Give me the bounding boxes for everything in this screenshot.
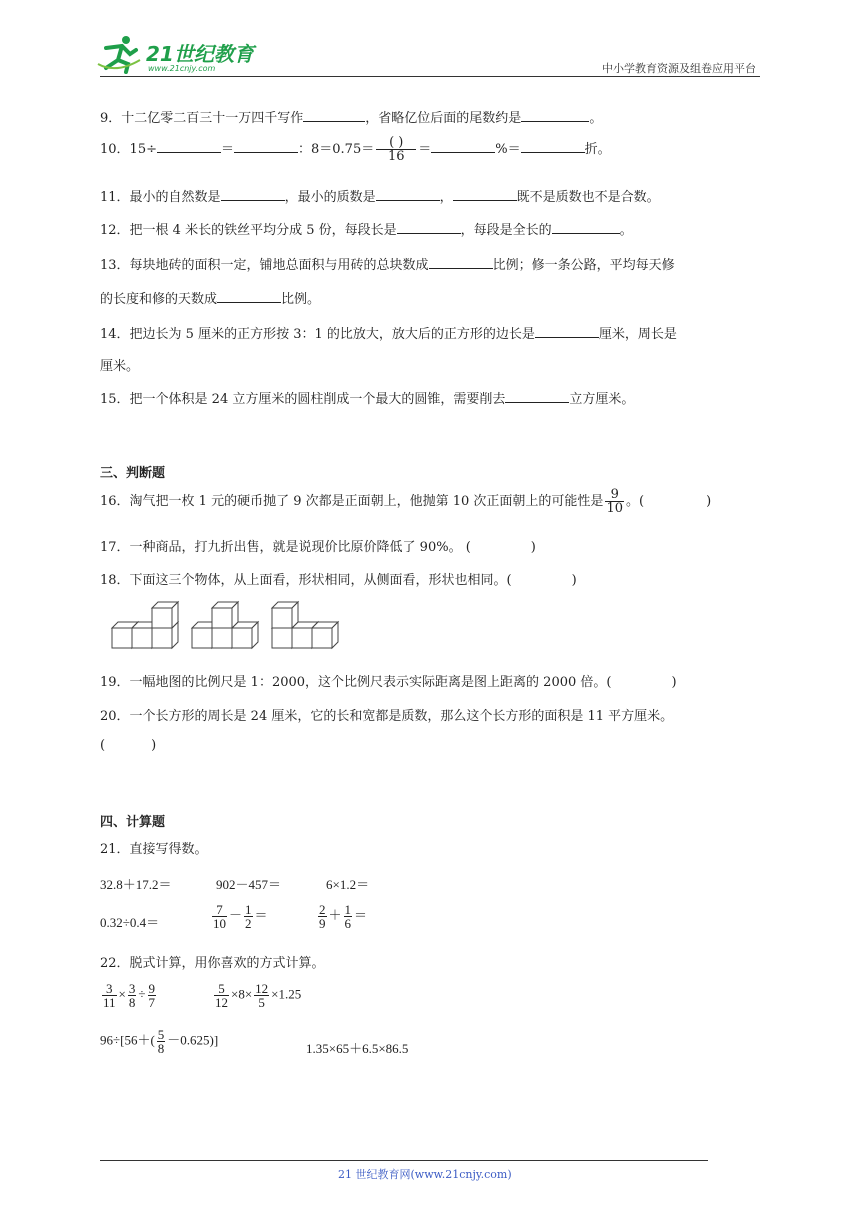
answer-blank[interactable] <box>376 188 440 201</box>
section-title-judgement: 三、判断题 <box>100 466 166 481</box>
question-22: 22．脱式计算，用你喜欢的方式计算。 <box>100 956 325 971</box>
expr-21-6: $\frac{2}{9}$ ＋ $\frac{1}{6}$ ＝ <box>319 902 368 931</box>
answer-blank[interactable] <box>505 390 569 403</box>
question-18: 18．下面这三个物体，从上面看，形状相同，从侧面看，形状也相同。( ) <box>100 573 577 588</box>
answer-blank[interactable] <box>217 290 281 303</box>
question-21: 21．直接写得数。 <box>100 842 208 857</box>
answer-blank[interactable] <box>397 221 461 234</box>
fraction: $\frac{( )}{16}$ <box>376 136 416 163</box>
answer-blank[interactable] <box>552 221 620 234</box>
logo-url: www.21cnjy.com <box>148 64 216 73</box>
question-11: 11．最小的自然数是 ，最小的质数是 ， 既不是质数也不是合数。 <box>100 190 660 205</box>
cube-figures <box>110 600 350 652</box>
question-20-line2: ( ) <box>100 738 157 753</box>
cube-figure-1 <box>112 602 178 648</box>
question-12: 12．把一根 4 米长的铁丝平均分成 5 份，每段长是 ，每段是全长的 。 <box>100 223 633 238</box>
cube-figure-2 <box>192 602 258 648</box>
logo <box>96 34 266 76</box>
answer-blank[interactable] <box>521 109 589 122</box>
answer-blank[interactable] <box>535 325 599 338</box>
fraction: $\frac{9}{10}$ <box>606 487 623 516</box>
logo-text: 21世纪教育 <box>146 42 254 66</box>
answer-blank[interactable] <box>221 188 285 201</box>
expr-21-5: $\frac{7}{10}$ － $\frac{1}{2}$ ＝ <box>213 902 268 931</box>
question-15: 15．把一个体积是 24 立方厘米的圆柱削成一个最大的圆锥，需要削去 立方厘米。 <box>100 392 635 407</box>
header-divider <box>100 76 760 77</box>
question-19: 19．一幅地图的比例尺是 1：2000，这个比例尺表示实际距离是图上距离的 2000 倍。( ) <box>100 675 677 690</box>
question-13-line2: 的长度和修的天数成 比例。 <box>100 292 321 307</box>
question-14-line2: 厘米。 <box>100 359 140 374</box>
expr-21-1: 32.8＋17.2＝ <box>100 877 172 892</box>
cube-figure-3 <box>272 602 338 648</box>
question-17: 17．一种商品，打九折出售，就是说现价比原价降低了 90%。 ( ) <box>100 540 536 555</box>
expr-22-4: 1.35×65＋6.5×86.5 <box>306 1041 409 1056</box>
answer-blank[interactable] <box>453 188 517 201</box>
expr-22-1: $\frac{3}{11}$ × $\frac{3}{8}$ ÷ $\frac{9}{7}$ <box>103 981 156 1010</box>
answer-blank[interactable] <box>431 140 495 153</box>
question-9: 9．十二亿零二百三十一万四千写作 ，省略亿位后面的尾数约是 。 <box>100 111 603 126</box>
footer-link[interactable]: 21 世纪教育网(www.21cnjy.com) <box>338 1168 512 1181</box>
expr-21-2: 902－457＝ <box>216 877 282 892</box>
expr-22-2: $\frac{5}{12}$ ×8× $\frac{12}{5}$ ×1.25 <box>215 981 302 1010</box>
footer-divider <box>100 1160 708 1161</box>
platform-title: 中小学教育资源及组卷应用平台 <box>602 62 756 75</box>
expr-21-3: 6×1.2＝ <box>326 877 370 892</box>
answer-blank[interactable] <box>521 140 585 153</box>
expr-21-4: 0.32÷0.4＝ <box>100 915 160 930</box>
question-16: 16．淘气把一枚 1 元的硬币抛了 9 次都是正面朝上，他抛第 10 次正面朝上的可能性是 $\frac{9}{10}$ 。( ) <box>100 487 712 516</box>
answer-blank[interactable] <box>234 140 298 153</box>
section-title-calculation: 四、计算题 <box>100 815 166 830</box>
expr-22-3: 96÷[56＋( $\frac{5}{8}$ －0.625)] <box>100 1027 219 1056</box>
question-13: 13．每块地砖的面积一定，铺地总面积与用砖的总块数成 比例；修一条公路，平均每天修 <box>100 258 675 273</box>
question-14: 14．把边长为 5 厘米的正方形按 3：1 的比放大，放大后的正方形的边长是 厘米，周长是 <box>100 327 677 342</box>
answer-blank[interactable] <box>157 140 221 153</box>
answer-blank[interactable] <box>429 256 493 269</box>
question-20: 20．一个长方形的周长是 24 厘米，它的长和宽都是质数，那么这个长方形的面积是 11 平方厘米。 <box>100 709 674 724</box>
question-10: 10．15÷ ＝ ：8＝0.75＝ $\frac{( )}{16}$ ＝ %＝ 折。 <box>100 135 611 164</box>
answer-blank[interactable] <box>303 109 365 122</box>
runner-logo-icon <box>96 34 142 74</box>
